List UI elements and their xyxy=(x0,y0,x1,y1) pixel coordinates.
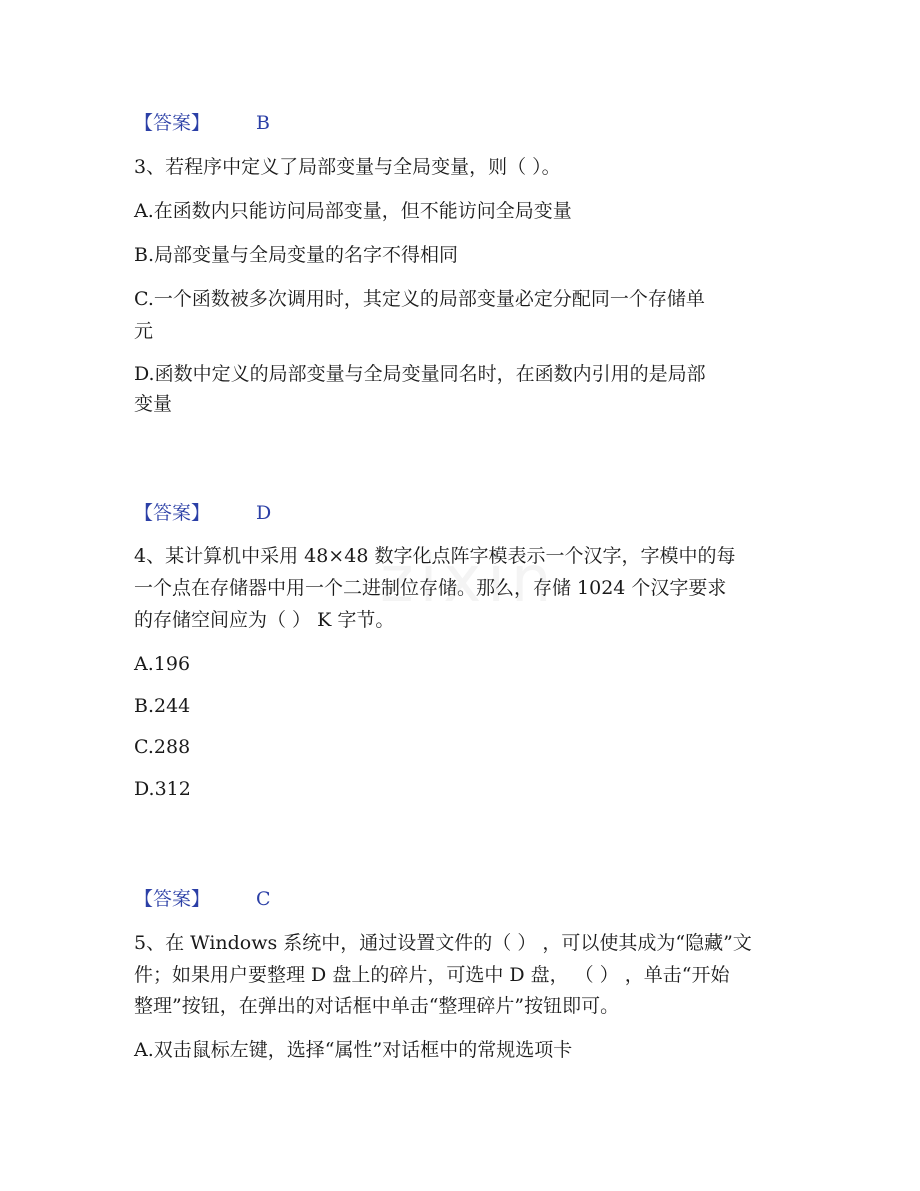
question-5-line-3: 整理”按钮，在弹出的对话框中单击“整理碎片”按钮即可。 xyxy=(134,995,620,1017)
question-4-line-3: 的存储空间应为（ ） K 字节。 xyxy=(134,609,395,631)
answer-line-q4 xyxy=(134,889,271,909)
question-3-option-c-cont: 元 xyxy=(134,320,154,342)
watermark: zixin xyxy=(380,543,558,617)
question-4-option-b: B.244 xyxy=(134,695,191,717)
question-4-line-2: 一个点在存储器中用一个二进制位存储。那么，存储 1024 个汉字要求 xyxy=(134,577,727,599)
question-3-text: 3、若程序中定义了局部变量与全局变量，则（ ）。 xyxy=(134,156,561,178)
answer-label: 【答案】 xyxy=(134,888,211,910)
question-3-option-a: A.在函数内只能访问局部变量，但不能访问全局变量 xyxy=(134,200,572,222)
question-5-line-2: 件；如果用户要整理 D 盘上的碎片，可选中 D 盘， （ ） ，单击“开始 xyxy=(134,964,730,986)
question-4-line-1: 4、某计算机中采用 48×48 数字化点阵字模表示一个汉字，字模中的每 xyxy=(134,545,736,567)
answer-line-q2 xyxy=(134,113,270,133)
question-3-option-d: D.函数中定义的局部变量与全局变量同名时，在函数内引用的是局部 xyxy=(134,363,706,385)
question-3-option-c: C.一个函数被多次调用时，其定义的局部变量必定分配同一个存储单 xyxy=(134,288,705,310)
question-4-option-c: C.288 xyxy=(134,736,191,758)
answer-value: B xyxy=(256,112,270,134)
question-5-line-1: 5、在 Windows 系统中，通过设置文件的（ ） ，可以使其成为“隐藏”文 xyxy=(134,932,752,954)
answer-value: D xyxy=(256,502,272,524)
question-5-option-a: A.双击鼠标左键，选择“属性”对话框中的常规选项卡 xyxy=(134,1039,573,1061)
question-4-option-d: D.312 xyxy=(134,778,191,800)
question-3-option-d-cont: 变量 xyxy=(134,393,173,415)
answer-line-q3 xyxy=(134,503,271,523)
answer-label: 【答案】 xyxy=(134,502,211,524)
question-3-option-b: B.局部变量与全局变量的名字不得相同 xyxy=(134,244,459,266)
answer-value: C xyxy=(256,888,271,910)
answer-label: 【答案】 xyxy=(134,112,211,134)
question-4-option-a: A.196 xyxy=(134,653,191,675)
